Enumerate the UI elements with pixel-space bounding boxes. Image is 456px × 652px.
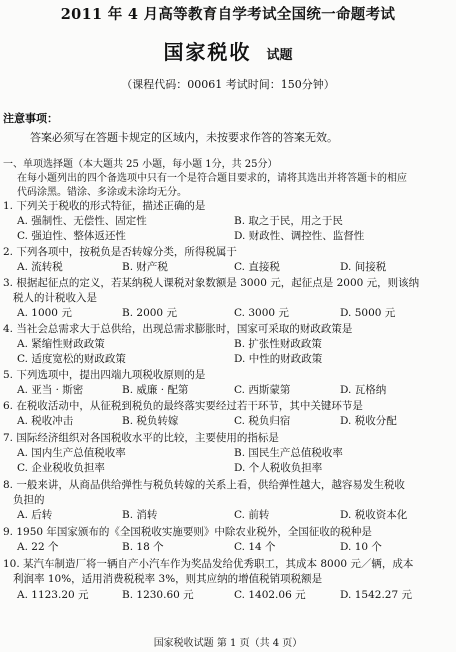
answer-option: D. 中性的财政政策 [234,353,323,365]
question-stem-continued: 利润率 10%，适用消费税税率 3%，则其应纳的增值税销项税额是 [13,573,323,585]
question-stem-continued: 税人的计税收入是 [13,292,97,304]
answer-option: A. 22 个 [17,541,59,553]
answer-option: A. 1123.20 元 [17,589,89,601]
exam-title: 2011 年 4 月高等教育自学考试全国统一命题考试 [60,6,396,23]
answer-option: C. 强迫性、整体返还性 [17,230,126,242]
answer-option: B. 取之于民，用之于民 [234,215,343,227]
section-instruction: 代码涂黑。错涂、多涂或未涂均无分。 [17,187,187,198]
answer-option: B. 2000 元 [122,307,177,319]
answer-option: D. 10 个 [340,541,382,553]
answer-option: D. 个人税收负担率 [234,462,323,474]
answer-option: B. 财产税 [122,261,168,273]
answer-option: C. 直接税 [234,261,280,273]
answer-option: D. 间接税 [340,261,387,273]
question-stem: 3. 根据起征点的定义，若某纳税人课税对象数额是 3000 元，起征点是 2000 元，则该纳 [3,277,420,289]
question-stem: 6. 在税收活动中，从征税到税负的最终落实要经过若干环节，其中关键环节是 [3,400,363,412]
answer-option: A. 紧缩性财政政策 [17,338,105,350]
answer-option: B. 消转 [122,509,158,521]
question-stem: 10. 某汽车制造厂将一辆自产小汽车作为奖品发给优秀职工，其成本 8000 元／辆，成本 [3,558,414,570]
question-stem: 1. 下列关于税收的形式特征，描述正确的是 [3,200,206,212]
answer-option: C. 企业税收负担率 [17,462,105,474]
course-info: （课程代码：00061 考试时间：150分钟） [121,78,335,91]
answer-option: D. 瓦格纳 [340,384,387,396]
question-stem: 5. 下列选项中，提出四端九项税收原则的是 [3,369,206,381]
answer-option: B. 18 个 [122,541,164,553]
answer-option: D. 1542.27 元 [340,589,412,601]
answer-option: D. 5000 元 [340,307,396,319]
question-stem: 7. 国际经济组织对各国税收水平的比较，主要使用的指标是 [3,432,279,444]
answer-option: D. 税收分配 [340,415,397,427]
question-stem: 9. 1950 年国家颁布的《全国税收实施要则》中除农业税外，全国征收的税种是 [3,526,372,538]
answer-option: A. 后转 [17,509,53,521]
section-title: 一、单项选择题（本大题共 25 小题，每小题 1分，共 25分） [3,159,278,170]
section-instruction: 在每小题列出的四个备选项中只有一个是符合题目要求的，请将其选出并将答题卡的相应 [17,173,407,184]
answer-option: C. 前转 [234,509,270,521]
answer-option: D. 税收资本化 [340,509,408,521]
question-stem: 4. 当社会总需求大于总供给，出现总需求膨胀时，国家可采取的财政政策是 [3,323,353,335]
page-footer: 国家税收试题 第 1 页（共 4 页） [153,638,303,649]
answer-option: B. 税负转嫁 [122,415,179,427]
answer-option: C. 西斯蒙第 [234,384,291,396]
paper-type: 试题 [266,48,293,63]
answer-option: A. 强制性、无偿性、固定性 [17,215,147,227]
answer-option: B. 1230.60 元 [122,589,194,601]
answer-option: A. 国内生产总值税收率 [17,447,126,459]
answer-option: A. 1000 元 [17,307,72,319]
answer-option: C. 3000 元 [234,307,289,319]
answer-option: C. 1402.06 元 [234,589,306,601]
answer-option: B. 威廉 · 配第 [122,384,189,396]
question-stem-continued: 负担的 [13,494,45,506]
subject-line [0,36,456,65]
notes-body: 答案必须写在答题卡规定的区域内，未按要求作答的答案无效。 [30,131,338,144]
subject-name: 国家税收 [163,40,252,64]
answer-option: C. 14 个 [234,541,276,553]
notes-heading: 注意事项： [3,112,58,125]
answer-option: A. 亚当 · 斯密 [17,384,84,396]
question-stem: 8. 一般来讲，从商品供给弹性与税负转嫁的关系上看，供给弹性越大，越容易发生税收 [3,479,405,491]
answer-option: B. 扩张性财政政策 [234,338,322,350]
answer-option: A. 税收冲击 [17,415,74,427]
answer-option: A. 流转税 [17,261,63,273]
answer-option: D. 财政性、调控性、监督性 [234,230,365,242]
answer-option: C. 适度宽松的财政政策 [17,353,126,365]
question-stem: 2. 下列各项中，按税负是否转嫁分类，所得税属于 [3,246,237,258]
answer-option: B. 国民生产总值税收率 [234,447,343,459]
answer-option: C. 税负归宿 [234,415,291,427]
